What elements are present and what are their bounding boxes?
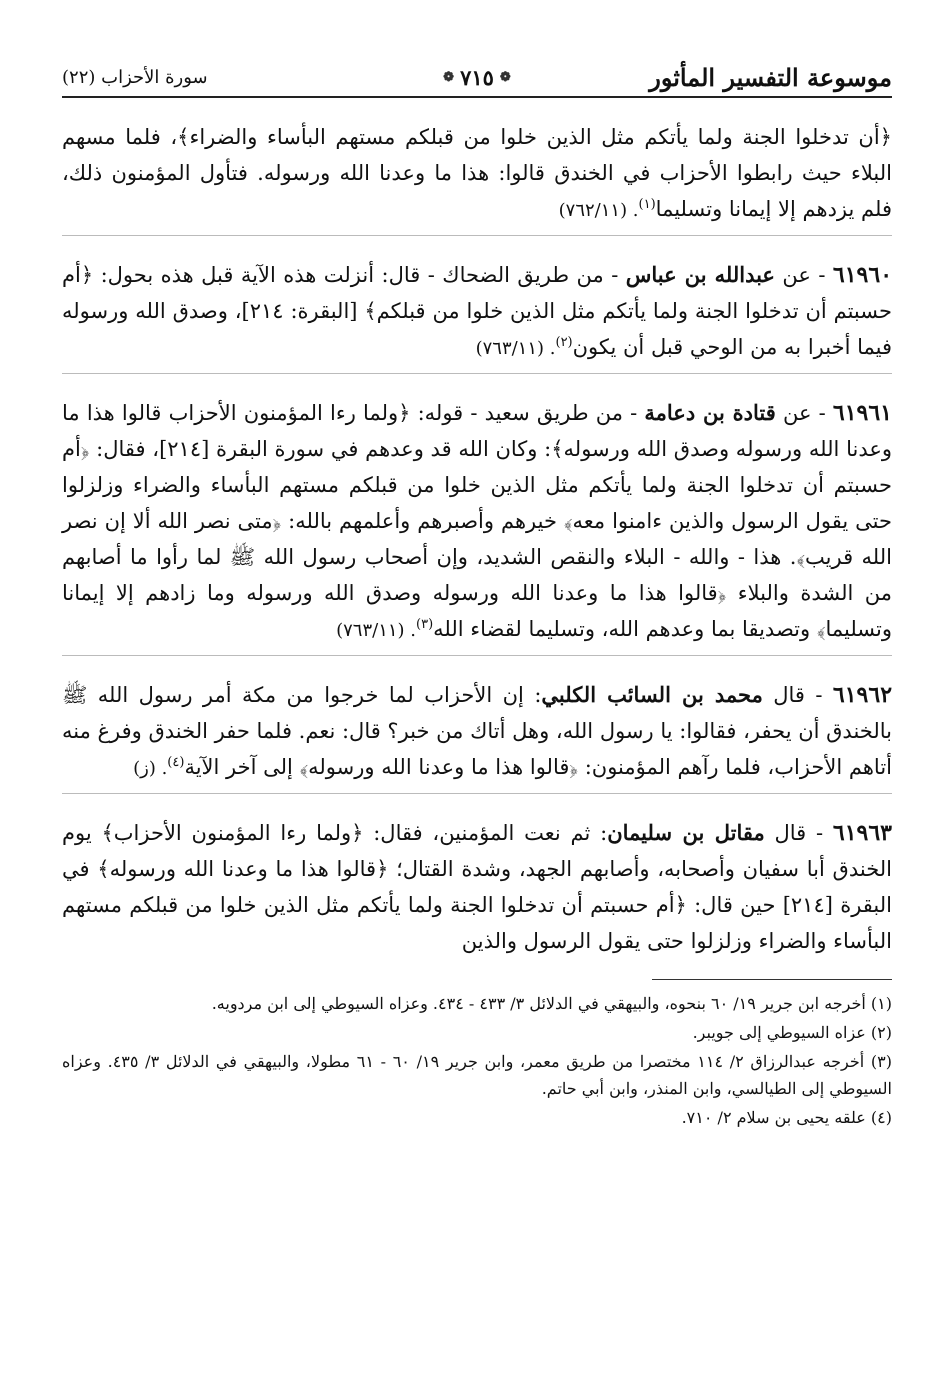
narrator-name: عبدالله بن عباس (625, 262, 775, 287)
narration-61961 (62, 395, 892, 656)
volume-ref: . (ز) (133, 758, 168, 779)
narrator-name: محمد بن السائب الكلبي (541, 682, 763, 707)
footnote-ref: (٣) (416, 617, 434, 632)
paragraph-continuation (62, 119, 892, 236)
paragraph-text: - من طريق سعيد - قوله: ﴿ولما رءا المؤمنون الأحزاب قالوا هذا ما وعدنا الله ورسوله وصدق الله ورسوله﴾: وكان الله قد وعدهم في سورة البقرة [٢١٤]، فقال: ﴿أم حسبتم أن تدخلوا الجنة ولما يأتكم مثل الذين خلوا من قبلكم مستهم البأساء والضراء وزلزلوا حتى يقول الرسول والذين ءامنوا معه﴾ خيرهم وأصبرهم وأعلمهم بالله: ﴿متى نصر الله ألا إن نصر الله قريب﴾. هذا - والله - البلاء والنقص الشديد، وإن أصحاب رسول الله ﷺ لما رأوا ما أصابهم من الشدة والبلاء ﴿قالوا هذا ما وعدنا الله ورسوله وصدق الله ورسوله وما زادهم إلا إيمانا وتسليما﴾ وتصديقا بما وعدهم الله، وتسليما لقضاء الله (62, 401, 893, 641)
surah-label: سورة الأحزاب (٢٢) (62, 66, 208, 88)
footnote-4: (٤) علقه يحيى بن سلام ٢/ ٧١٠. (681, 1108, 892, 1127)
narration-61963 (62, 815, 892, 965)
narration-prefix: - قال (762, 683, 833, 707)
footnote-separator (652, 979, 892, 980)
narration-prefix: - قال (764, 821, 833, 845)
volume-ref: . (٧٦٣/١١) (475, 338, 556, 359)
footnote-ref: (١) (638, 197, 656, 212)
ornament-icon: ❁ (499, 69, 511, 85)
paragraph-text: - من طريق الضحاك - قال: أنزلت هذه الآية قبل هذه بحول: ﴿أم حسبتم أن تدخلوا الجنة ولما يأتكم مثل الذين خلوا من قبلكم﴾ [البقرة: ٢١٤]، وصدق الله ورسوله فيما أخبرا به من الوحي قبل أن يكون (62, 263, 892, 359)
narration-number: ٦١٩٦٢ (832, 682, 893, 708)
page-number-block (443, 65, 511, 90)
page (62, 58, 892, 1133)
narration-number: ٦١٩٦٣ (832, 820, 892, 846)
main-text (62, 119, 892, 965)
narration-number: ٦١٩٦١ (832, 400, 892, 426)
narration-61960 (62, 257, 892, 374)
footnote-ref: (٢) (555, 335, 573, 350)
running-header (62, 58, 892, 98)
paragraph-text: ﴿أن تدخلوا الجنة ولما يأتكم مثل الذين خلوا من قبلكم مستهم البأساء والضراء﴾، فلما مسهم البلاء حيث رابطوا الأحزاب في الخندق قالوا: هذا ما وعدنا الله ورسوله. فتأول المؤمنون ذلك، فلم يزدهم إلا إيمانا وتسليما (62, 125, 892, 221)
footnote-ref: (٤) (167, 755, 185, 770)
narration-number: ٦١٩٦٠ (832, 262, 893, 288)
page-number: ٧١٥ (460, 64, 494, 90)
narration-61962 (62, 677, 892, 794)
footnote-1: (١) أخرجه ابن جرير ١٩/ ٦٠ بنحوه، والبيهقي في الدلائل ٣/ ٤٣٣ - ٤٣٤. وعزاه السيوطي إلى ابن مردويه. (211, 994, 892, 1013)
narrator-name: مقاتل بن سليمان (607, 820, 765, 845)
footnote-3: (٣) أخرجه عبدالرزاق ٢/ ١١٤ مختصرا من طريق معمر، وابن جرير ١٩/ ٦٠ - ٦١ مطولا، والبيهقي في الدلائل ٣/ ٤٣٥. وعزاه السيوطي إلى الطيالسي، وابن المنذر، وابن أبي حاتم. (62, 1052, 892, 1098)
paragraph-text: : إن الأحزاب لما خرجوا من مكة أمر رسول الله ﷺ بالخندق أن يحفر، فقالوا: يا رسول الله، وهل أتاك من خبر؟ قال: نعم. فلما حفر الخندق وفرغ منه أتاهم الأحزاب، فلما رآهم المؤمنون: ﴿قالوا هذا ما وعدنا الله ورسوله﴾ إلى آخر الآية (62, 683, 892, 779)
volume-ref: . (٧٦٢/١١) (558, 200, 639, 221)
narrator-name: قتادة بن دعامة (644, 400, 776, 425)
footnote-2: (٢) عزاه السيوطي إلى جويبر. (692, 1023, 892, 1042)
narration-prefix: - عن (774, 263, 833, 287)
narration-prefix: - عن (775, 401, 833, 425)
paragraph-text: : ثم نعت المؤمنين، فقال: ﴿ولما رءا المؤمنون الأحزاب﴾ يوم الخندق أبا سفيان وأصحابه، وأصابهم الجهد، وشدة القتال؛ ﴿قالوا هذا ما وعدنا الله ورسوله﴾ في البقرة [٢١٤] حين قال: ﴿أم حسبتم أن تدخلوا الجنة ولما يأتكم مثل الذين خلوا من قبلكم مستهم البأساء والضراء وزلزلوا حتى يقول الرسول والذين (62, 821, 892, 953)
ornament-icon: ❁ (443, 69, 455, 85)
book-title: موسوعة التفسير المأثور (649, 62, 892, 92)
volume-ref: . (٧٦٣/١١) (336, 620, 417, 641)
footnotes (62, 990, 892, 1131)
